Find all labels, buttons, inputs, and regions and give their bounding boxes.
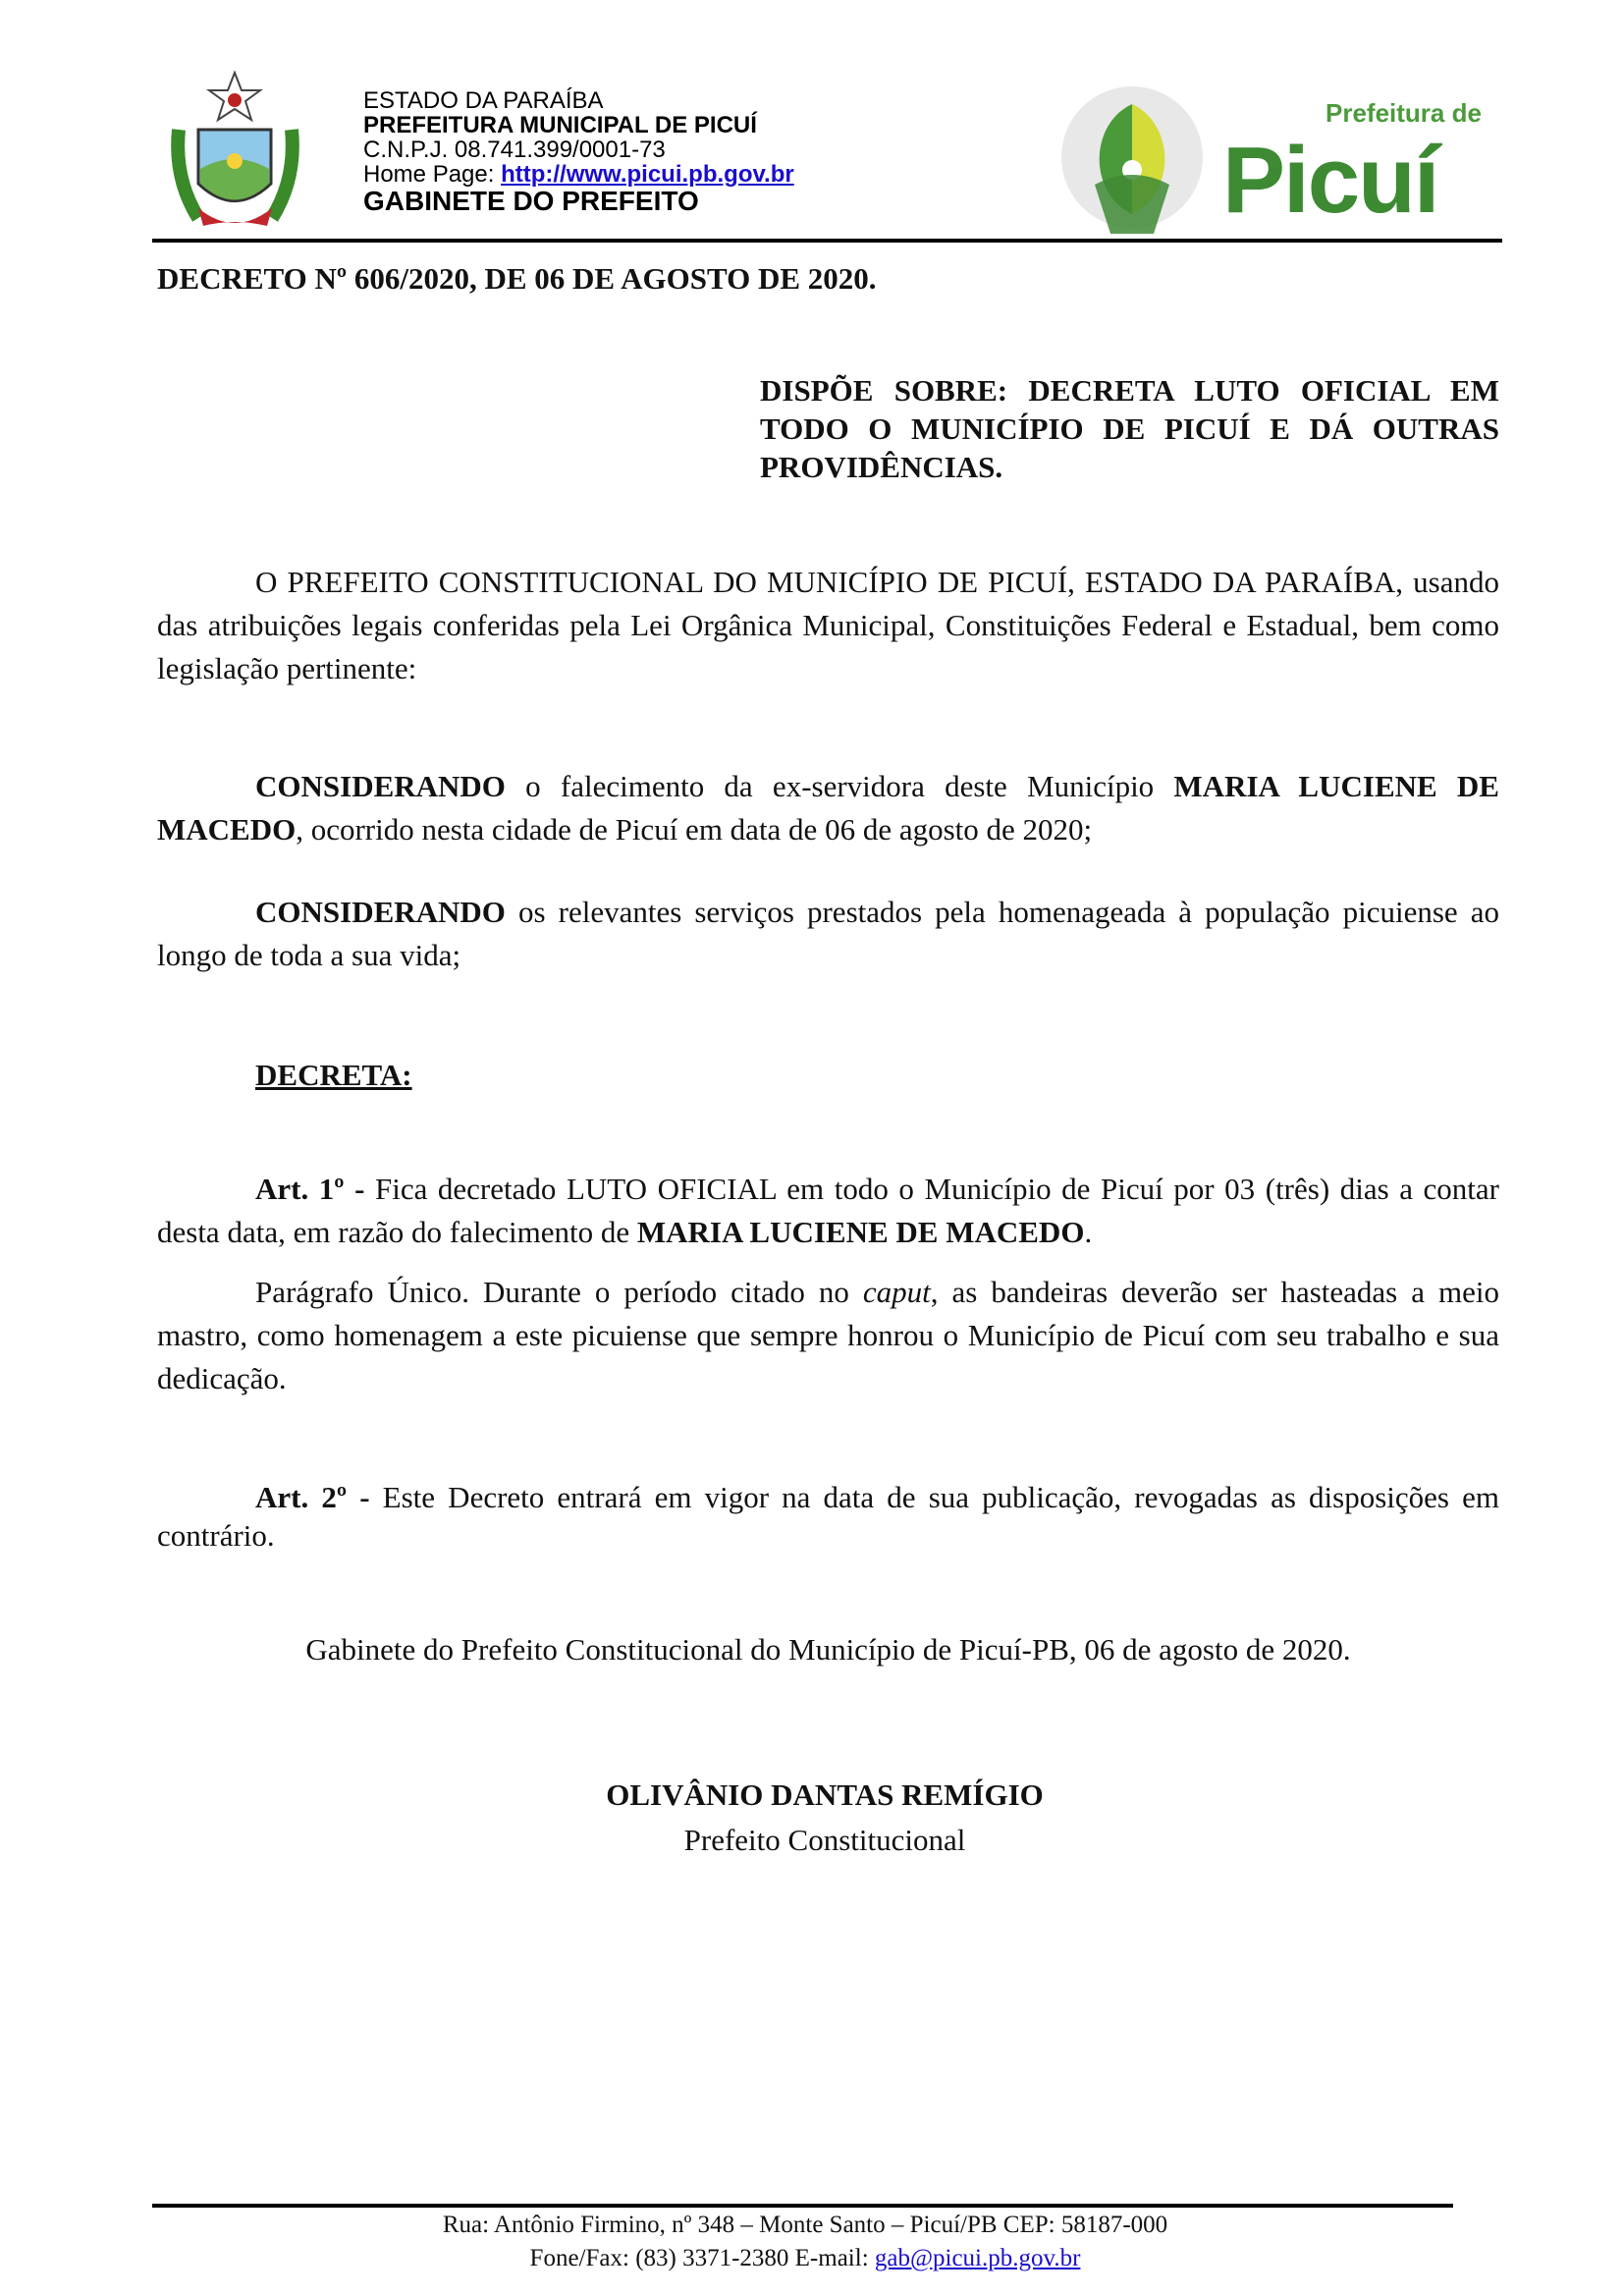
preamble: O PREFEITO CONSTITUCIONAL DO MUNICÍPIO DE PICUÍ, ESTADO DA PARAÍBA, usando das atribuições legais conferidas pela Lei Orgânica Municipal, Constituições Federal e Estadual, bem como legislação pertinente: bbox=[157, 565, 1499, 685]
state-name: ESTADO DA PARAÍBA bbox=[363, 87, 604, 114]
logo-prefeitura-de: Prefeitura de bbox=[1325, 98, 1482, 128]
closing-line: Gabinete do Prefeito Constitucional do Município de Picuí-PB, 06 de agosto de 2020. bbox=[305, 1632, 1351, 1667]
signatory-title: Prefeito Constitucional bbox=[683, 1823, 966, 1857]
considerando-2: CONSIDERANDO os relevantes serviços prestados pela homenageada à população picuiense ao longo de toda a sua vida; bbox=[157, 895, 1499, 972]
signatory-name: OLIVÂNIO DANTAS REMÍGIO bbox=[606, 1777, 1044, 1812]
home-page-link[interactable]: http://www.picui.pb.gov.br bbox=[501, 161, 794, 188]
considerando-1: CONSIDERANDO o falecimento da ex-servidora deste Município MARIA LUCIENE DE MACEDO, ocorrido nesta cidade de Picuí em data de 06 de agosto de 2020; bbox=[157, 769, 1499, 847]
decreta-heading: DECRETA: bbox=[255, 1058, 412, 1092]
home-page-label: Home Page: bbox=[363, 161, 502, 188]
participation-emblem-icon bbox=[1055, 77, 1213, 239]
ementa: DISPÕE SOBRE: DECRETA LUTO OFICIAL EM TODO O MUNICÍPIO DE PICUÍ E DÁ OUTRAS PROVIDÊNCIAS. bbox=[760, 373, 1499, 484]
prefeitura-name: PREFEITURA MUNICIPAL DE PICUÍ bbox=[363, 112, 757, 138]
header-divider bbox=[152, 239, 1502, 243]
article-2: Art. 2º - Este Decreto entrará em vigor na data de sua publicação, revogadas as disposições em contrário. bbox=[157, 1480, 1499, 1553]
footer-contact: Fone/Fax: (83) 3371-2380 E-mail: gab@picui.pb.gov.br bbox=[529, 2245, 1081, 2271]
footer-address: Rua: Antônio Firmino, nº 348 – Monte Santo – Picuí/PB CEP: 58187-000 bbox=[442, 2212, 1168, 2238]
letterhead bbox=[363, 88, 794, 216]
footer-divider bbox=[152, 2204, 1453, 2208]
paragrafo-unico: Parágrafo Único. Durante o período citado no caput, as bandeiras deverão ser hasteadas a meio mastro, como homenagem a este picuiense que sempre honrou o Município de Picuí com seu trabalho e sua dedicação. bbox=[157, 1275, 1499, 1395]
picui-logo bbox=[1055, 77, 1507, 239]
cnpj: C.N.P.J. 08.741.399/0001-73 bbox=[363, 137, 666, 163]
logo-picui: Picuí bbox=[1222, 128, 1438, 233]
gabinete-label: GABINETE DO PREFEITO bbox=[363, 186, 699, 216]
decree-title: DECRETO Nº 606/2020, DE 06 DE AGOSTO DE 2020. bbox=[157, 261, 877, 296]
coat-of-arms-icon bbox=[169, 71, 301, 238]
article-1: Art. 1º - Fica decretado LUTO OFICIAL em todo o Município de Picuí por 03 (três) dias a contar desta data, em razão do falecimento de MARIA LUCIENE DE MACEDO. bbox=[157, 1172, 1499, 1249]
email-link[interactable]: gab@picui.pb.gov.br bbox=[874, 2245, 1081, 2271]
